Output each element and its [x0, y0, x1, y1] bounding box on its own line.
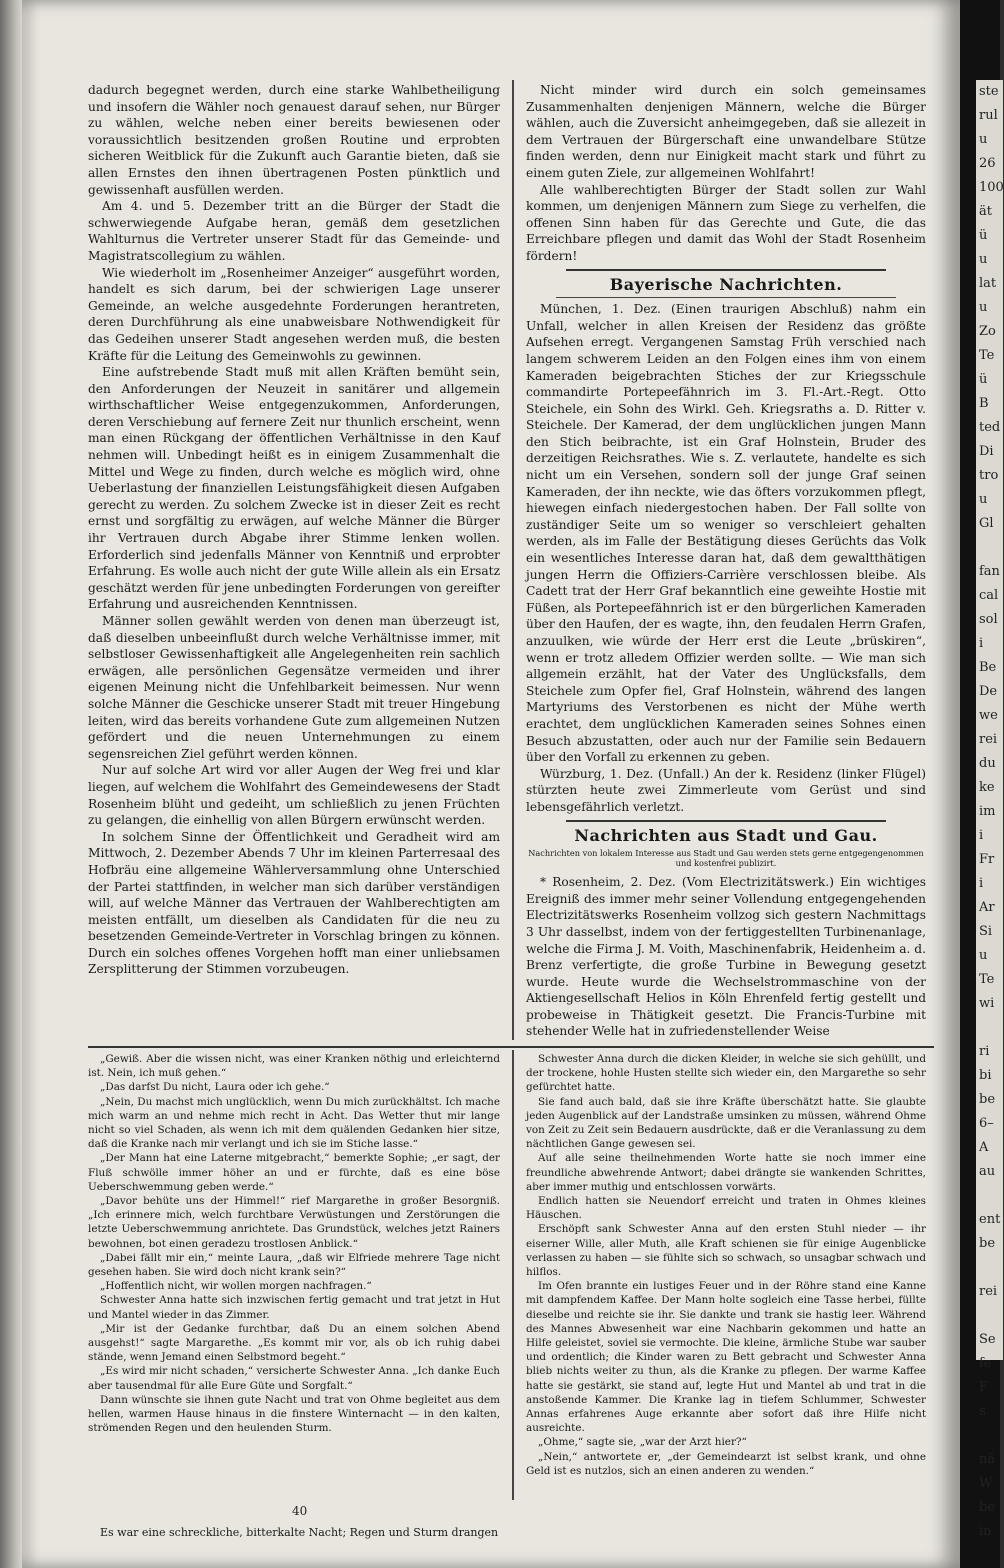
paragraph: Nicht minder wird durch ein solch gemeinsames Zusammenhalten denjenigen Männern, welche die Bürger wählen, auch die Zuversicht anheimgegeben, daß sie allezeit in dem Vertrauen der Bürgerschaft eine unwandelbare Stütze finden werden, denn nur Einigkeit macht stark und führt zu einem guten Ziele, zur allgemeinen Wohlfahrt! [526, 83, 926, 180]
paragraph: Eine aufstrebende Stadt muß mit allen Kräften bemüht sein, den Anforderungen der Neuzeit in sanitärer und allgemein wirthschaftlicher Weise entgegenzukommen, Anforderungen, deren Verschiebung auf fernere Zeit nur thunlich erscheint, wenn man einen Rückgang der öffentlichen Verhältnisse in den Kauf nehmen will. Unbedingt heißt es in einigem Zusammenhalt die Mittel und Wege zu finden, durch welche es möglich wird, ohne Ueberlastung der finanziellen Leistungsfähigkeit diesen Aufgaben gerecht zu werden. Zu solchem Zwecke ist in dieser Zeit es recht ernst und sorgfältig zu erwägen, auf welche Männer die Bürger ihr Vertrauen durch Abgabe ihrer Stimme lenken wollen. Erforderlich sind jedenfalls Männer von Kenntniß und erprobter Erfahrung. Es wolle auch nicht der gute Wille allein als ein Ersatz geschätzt werden für jene unbedingten Forderungen von gereifter Erfahrung und ausreichenden Kenntnissen. [88, 365, 500, 612]
page-number: 40 [292, 1504, 308, 1518]
paragraph: „Gewiß. Aber die wissen nicht, was einer Kranken nöthig und erleichternd ist. Nein, ich muß gehen.“ [88, 1053, 500, 1080]
paragraph: „Ohme,“ sagte sie, „war der Arzt hier?“ [538, 1436, 747, 1449]
feuilleton-divider [512, 1050, 514, 1500]
news-item: Würzburg, 1. Dez. (Unfall.) An der k. Residenz (linker Flügel) stürzten heute zwei Zimmerleute vom Gerüst und sind lebensgefährlich verletzt. [526, 766, 926, 814]
paragraph: Sie fand auch bald, daß sie ihre Kräfte überschätzt hatte. Sie glaubte jeden Augenblick auf der Landstraße umsinken zu müssen, während Ohme von Zeit zu Zeit sein Bedauern ausdrückte, daß er die Veranlassung zu dem nächtlichen Gange gewesen sei. [526, 1095, 926, 1151]
paragraph: „Das darfst Du nicht, Laura oder ich gehe.“ [100, 1081, 330, 1094]
continued-text-line: Es war eine schreckliche, bitterkalte Nacht; Regen und Sturm drangen [100, 1526, 499, 1539]
paragraph: Wie wiederholt im „Rosenheimer Anzeiger“ ausgeführt worden, handelt es sich darum, bei der schwierigen Lage unserer Gemeinde, an welche ausgedehnte Forderungen herantreten, deren Durchführung als eine unabweisbare Nothwendigkeit für das Gedeihen unserer Stadt angesehen werden muß, die besten Kräfte für die Leitung des Gemeinwohls zu gewinnen. [88, 265, 500, 363]
page-gutter-shadow [0, 0, 22, 1568]
news-item: * Rosenheim, 2. Dez. (Vom Electrizitätswerk.) Ein wichtiges Ereigniß des immer mehr seiner Vollendung entgegengehenden Electrizitätswerks Rosenheim vollzog sich gestern Nachmittags 3 Uhr dasselbst, indem von der fertiggestellten Turbinenanlage, welche die Firma J. M. Voith, Maschinenfabrik, Heidenheim a. d. Brenz verfertigte, die große Turbine in Bewegung gesetzt wurde. Heute wurde die Wechselstrommaschine von der Aktiengesellschaft Helios in Köln Ehrenfeld fertig gestellt und probeweise in Thätigkeit gesetzt. Die Francis-Turbine mit stehender Welle hat in zufriedenstellender Weise [526, 875, 926, 1039]
paragraph: Nur auf solche Art wird vor aller Augen der Weg frei und klar liegen, auf welchem die Wohlfahrt des Gemeindewesens der Stadt Rosenheim blüht und gedeiht, um schließlich zu jenen Früchten zu gelangen, die einhellig von allen Bürgern erwünscht werden. [88, 763, 500, 828]
paragraph: „Mir ist der Gedanke furchtbar, daß Du an einem solchen Abend ausgehst!“ sagte Margarethe. „Es kommt mir vor, als ob ich ruhig dabei stände, wenn Jemand einen Selbstmord begeht.“ [88, 1322, 500, 1364]
paragraph: „Davor behüte uns der Himmel!“ rief Margarethe in großer Besorgniß. „Ich erinnere mich, welch furchtbare Verwüstungen und Zerstörungen die letzte Ueberschwemmung anrichtete. Das Grundstück, welches jetzt Rainers bewohnen, bot einen geradezu trostlosen Anblick.“ [88, 1195, 500, 1250]
paragraph: „Hoffentlich nicht, wir wollen morgen nachfragen.“ [100, 1280, 372, 1293]
paragraph: „Es wird mir nicht schaden,“ versicherte Schwester Anna. „Ich danke Euch aber tausendmal für alle Eure Güte und Sorgfalt.“ [88, 1365, 500, 1392]
paragraph: In solchem Sinne der Öffentlichkeit und Geradheit wird am Mittwoch, 2. Dezember Abends 7 Uhr im kleinen Parterresaal des Hofbräu eine allgemeine Wählerversammlung ohne Unterschied der Partei stattfinden, in welcher man sich darüber verständigen will, auf welche Männer das Vertrauen der Wahlberechtigten am meisten entfällt, um dieselben als Candidaten für die neu zu besetzenden Gemeinde-Vertreter in Vorschlag bringen zu können. Durch ein solches offenes Vorgehen hofft man einer unliebsamen Zersplitterung der Stimmen vorzubeugen. [88, 829, 500, 977]
paragraph: Erschöpft sank Schwester Anna auf den ersten Stuhl nieder — ihr eiserner Wille, aller Muth, alle Kraft schienen sie für einige Augenblicke verlassen zu haben — sie fühlte sich so schwach, so unsagbar schwach und hilflos. [526, 1223, 926, 1279]
paragraph: Alle wahlberechtigten Bürger der Stadt sollen zur Wahl kommen, um denjenigen Männern zum Siege zu verhelfen, die offenen Sinn haben für das Gerechte und Gute, die das Erreichbare pflegen und damit das Wohl der Stadt Rosenheim fördern! [526, 182, 926, 263]
right-column [526, 82, 926, 1040]
paragraph: „Nein, Du machst mich unglücklich, wenn Du mich zurückhältst. Ich mache mich warm an und nehme mich recht in Acht. Das Wetter thut mir lange nicht so viel Schaden, als wenn ich mit dem quälenden Gedanken hier sitze, daß die Kranke nach mir verlangt und ich sie im Stiche lasse.“ [88, 1095, 500, 1151]
section-rule [566, 269, 886, 271]
news-item: München, 1. Dez. (Einen traurigen Abschluß) nahm ein Unfall, welcher in allen Kreisen der Residenz das größte Aufsehen erregt. Vergangenen Samstag Früh verschied nach langem schwerem Leiden an den Folgen eines ihm von einem Kameraden beigebrachten Stiches der zur Kriegsschule commandirte Portepeefähnrich im 3. Fl.-Art.-Regt. Otto Steichele, ein Sohn des Wirkl. Geh. Kriegsraths a. D. Ritter v. Steichele. Der Kamerad, der dem unglücklichen jungen Mann den Stich beibrachte, ist ein Graf Holnstein, Bruder des derzeitigen Reichsrathes. Wie s. Z. verlautete, handelte es sich nicht um ein Versehen, sondern soll der junge Graf seinen Kameraden, der ihn neckte, wie das öfters vorzukommen pflegt, hiewegen einfach niedergestochen haben. Der Fall sollte von zuständiger Seite um so weniger so verschleiert gehalten werden, als im Falle der Bestätigung dieses Gerüchts das Volk ein wesentliches Interesse daran hat, daß dem gewaltthätigen jungen Herrn die Offiziers-Carrière verschlossen bleibe. Als Cadett trat der Herr Graf bekanntlich eine geweihte Hostie mit Füßen, als Portepeefähnrich ist er den bürgerlichen Kameraden über den Haufen, der es wagte, ihn, den feudalen Herrn Grafen, anzuulken, wie würde der Herr erst die Leute „brüskiren“, wenn er trotz alledem Offizier werden sollte. — Wie man sich allgemein erzählt, hat der Vater des Unglücksfalls, dem Steichele zum Opfer fiel, Graf Holnstein, während des langen Martyriums des Verstorbenen es nicht der Mühe werth erachtet, dem unglücklichen Kameraden seines Sohnes einen Besuch abzustatten, oder auch nur der Familie sein Bedauern über den Vorfall zu erkennen zu geben. [526, 302, 926, 765]
feuilleton-right-column [526, 1052, 926, 1478]
section-rule [556, 297, 896, 298]
paragraph: „Der Mann hat eine Laterne mitgebracht,“ bemerkte Sophie; „er sagt, der Fluß schwölle immer höher an und er fürchte, daß es eine böse Ueberschwemmung geben werde.“ [88, 1152, 500, 1193]
paragraph: dadurch begegnet werden, durch eine starke Wahlbetheiligung und insofern die Wähler noch genauest darauf sehen, nur Bürger zu wählen, welche neben einer bereits bewiesenen oder voraussichtlich besitzenden großen Routine und erprobten sicheren Weitblick für die Zukunft auch Garantie bieten, daß sie allen Ernstes den ihnen übertragenen Posten pünktlich und gewissenhaft ausfüllen werden. [88, 83, 500, 197]
adjacent-page-fragments: ste rul u 26 100 ät ü u lat u Zo Te ü B ted Di tro u Gl fan cal sol i Be De we rei du ke im i Fr i Ar Si u Te wi ri bi be 6– A au ent be rei Se fe F s nä W be in [976, 80, 1003, 1360]
paragraph: Männer sollen gewählt werden von denen man überzeugt ist, daß dieselben unbeeinflußt durch welche Verhältnisse immer, mit selbstloser Gewissenhaftigkeit alle Angelegenheiten rein sachlich erwägen, alle persönlichen Gegensätze vermeiden und ihrer eigenen Meinung nicht die Unfehlbarkeit beimessen. Nur wenn solche Männer die Geschicke unserer Stadt mit treuer Hingebung leiten, wird das bereits vorhandene Gute zum allgemeinen Nutzen gefördert und die neuen Unternehmungen zu einem segensreichen Ziel geführt werden können. [88, 614, 500, 761]
paragraph: Auf alle seine theilnehmenden Worte hatte sie noch immer eine freundliche abwehrende Antwort; dabei drängte sie wankenden Schrittes, aber immer muthig und entschlossen vorwärts. [526, 1152, 926, 1193]
paragraph: Schwester Anna hatte sich inzwischen fertig gemacht und trat jetzt in Hut und Mantel wieder in das Zimmer. [88, 1294, 500, 1321]
paragraph: Im Ofen brannte ein lustiges Feuer und in der Röhre stand eine Kanne mit dampfendem Kaffee. Der Mann holte sogleich eine Tasse herbei, füllte dieselbe und reichte sie ihr. Sie dankte und trank sie hastig leer. Während des Mannes Abwesenheit war eine Nachbarin gekommen und hatte an Hilfe geleistet, soviel sie vermochte. Die kleine, ärmliche Stube war sauber und ordentlich; die Kinder waren zu Bett gebracht und Schwester Anna blieb nichts weiter zu thun, als die Kranke zu pflegen. Der warme Kaffee hatte sie gestärkt, sie stand auf, legte Hut und Mantel ab und trat in die anstoßende Kammer. Die Kranke lag in tiefem Schlummer, Schwester Annas erfahrenes Auge erkannte aber sofort daß ihre Hilfe nicht ausreichte. [526, 1280, 926, 1435]
paragraph: Schwester Anna durch die dicken Kleider, in welche sie sich gehüllt, und der trockene, hohle Husten stellte sich wieder ein, den Margarethe so sehr gefürchtet hatte. [526, 1053, 926, 1094]
section-heading-local-news: Nachrichten aus Stadt und Gau. [574, 825, 878, 845]
paragraph: „Nein,“ antwortete er, „der Gemeindearzt ist selbst krank, und ohne Geld ist es nutzlos, sich an einen anderen zu wenden.“ [526, 1450, 926, 1477]
feuilleton-rule [88, 1046, 934, 1048]
paragraph: „Dabei fällt mir ein,“ meinte Laura, „daß wir Elfriede mehrere Tage nicht gesehen haben. Sie wird doch nicht krank sein?“ [88, 1251, 500, 1279]
section-rule [566, 820, 886, 822]
paragraph: Am 4. und 5. Dezember tritt an die Bürger der Stadt die schwerwiegende Aufgabe heran, gemäß dem gesetzlichen Wahlturnus die Vertreter unserer Stadt für das Gemeinde- und Magistratscollegium zu wählen. [88, 199, 500, 263]
feuilleton-left-column [88, 1052, 500, 1435]
section-heading-bavarian-news: Bayerische Nachrichten. [609, 274, 843, 294]
paragraph: Dann wünschte sie ihnen gute Nacht und trat von Ohme begleitet aus dem hellen, warmen Hause hinaus in die finstere Winternacht — in den kalten, strömenden Regen und den heulenden Sturm. [88, 1393, 500, 1435]
left-column [88, 82, 500, 978]
column-divider [512, 80, 514, 1040]
paragraph: Endlich hatten sie Neuendorf erreicht und traten in Ohmes kleines Häuschen. [526, 1195, 926, 1222]
section-note: Nachrichten von lokalem Interesse aus Stadt und Gau werden stets gerne entgegengenommen und kostenfrei publizirt. [528, 848, 924, 869]
